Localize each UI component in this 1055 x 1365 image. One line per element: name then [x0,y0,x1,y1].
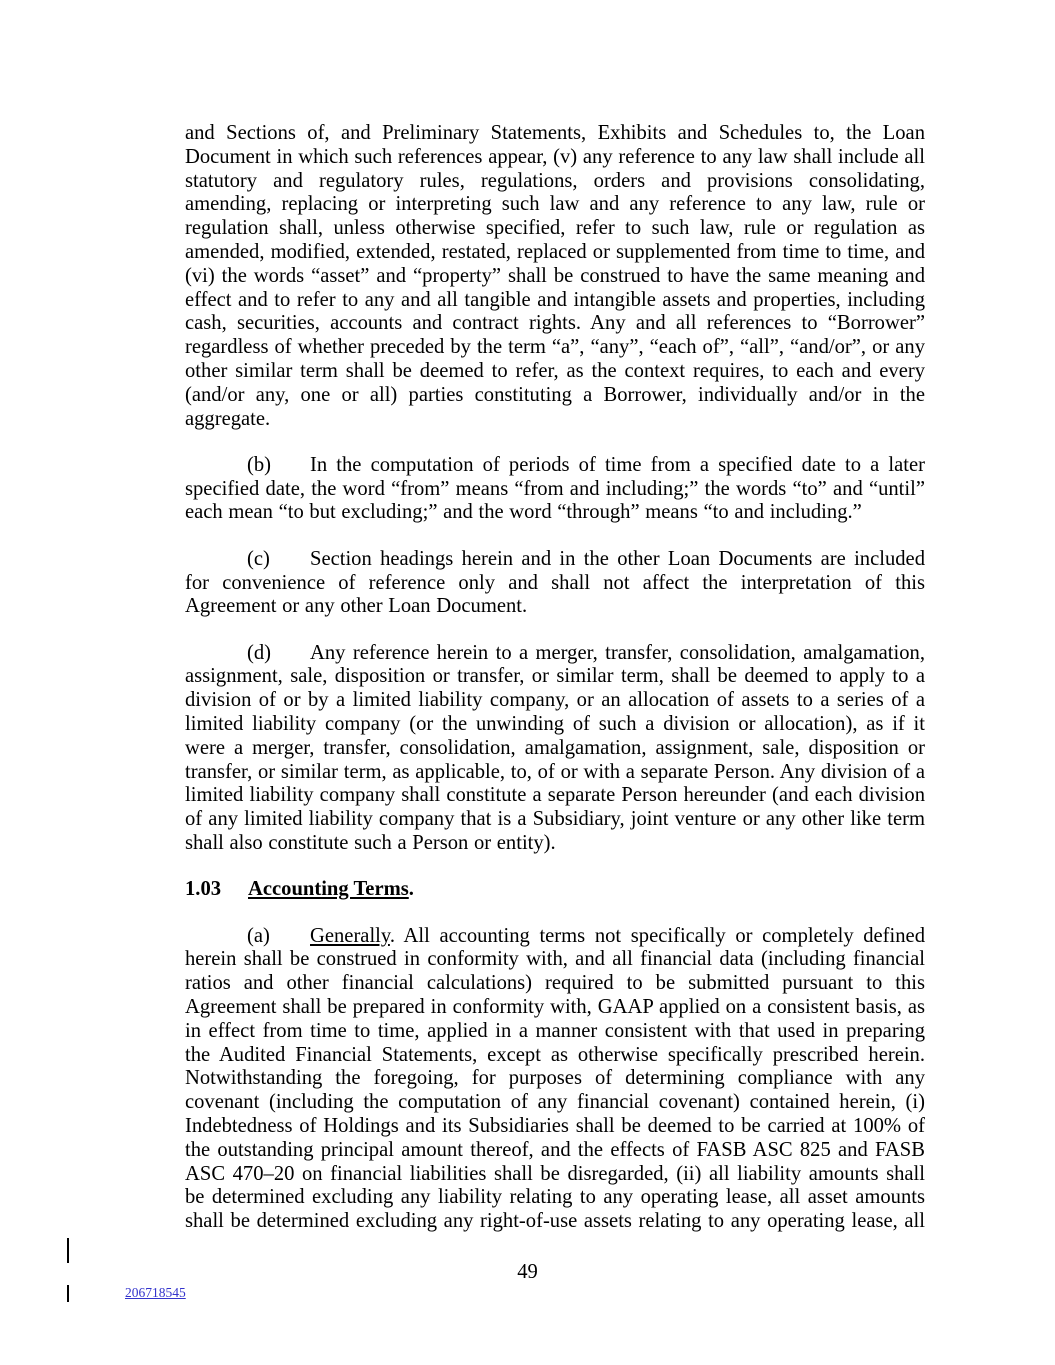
paragraph-c [185,548,925,619]
section-title: Accounting Terms [248,878,409,901]
paragraph-continuation-text: and Sections of, and Preliminary Statements, Exhibits and Schedules to, the Loan Document in which such references appear, (v) any reference to any law shall include all statutory and regulatory rules, regulations, orders and provisions consolidating, amending, replacing or interpreting such law and any reference to any law, rule or regulation shall, unless otherwise specified, refer to such law, rule or regulation as amended, modified, extended, restated, replaced or supplemented from time to time, and (vi) the words “asset” and “property” shall be construed to have the same meaning and effect and to refer to any and all tangible and intangible assets and properties, including cash, securities, accounts and contract rights. Any and all references to “Borrower” regardless of whether preceded by the term “a”, “any”, “each of”, “all”, “and/or”, or any other similar term shall be deemed to refer, as the context requires, to each and every (and/or any, one or all) parties constituting a Borrower, individually and/or in the aggregate. [185,122,925,430]
revision-change-bar [67,1285,69,1302]
paragraph-d-text: Any reference herein to a merger, transfer, consolidation, amalgamation, assignment, sale, disposition or transfer, or similar term, shall be deemed to apply to a division of or by a limited liability company, or an allocation of assets to a series of a limited liability company (or the unwinding of such a division or allocation), as if it were a merger, transfer, consolidation, amalgamation, assignment, sale, disposition or transfer, or similar term, as applicable, to, of or with a separate Person. Any division of a limited liability company shall constitute a separate Person hereunder (and each division of any limited liability company that is a Subsidiary, joint venture or any other like term shall also constitute such a Person or entity). [185,641,925,855]
paragraph-d [185,642,925,856]
paragraph-a [185,925,925,1234]
paragraph-b-text: In the computation of periods of time from a specified date to a later specified date, the word “from” means “from and including;” the words “to” and “until” each mean “to but excluding;” and the word “through” means “to and including.” [185,453,925,524]
paragraph-c-label: (c) [247,547,270,570]
paragraph-b [185,454,925,525]
section-heading-1-03 [185,878,925,902]
paragraph-c-text: Section headings herein and in the other Loan Documents are included for convenience of reference only and shall not affect the interpretation of this Agreement or any other Loan Document. [185,547,925,618]
paragraph-d-label: (d) [247,641,272,664]
page-number: 49 [517,1261,538,1283]
paragraph-b-label: (b) [247,453,272,476]
paragraph-a-label: (a) [247,924,270,947]
document-id-link[interactable]: 206718545 [125,1285,186,1300]
paragraph-a-lead: Generally [310,924,390,947]
paragraph-a-text: . All accounting terms not specifically or completely defined herein shall be construed in conformity with, and all financial data (including financial ratios and other financial calculations) required to be submitted pursuant to this Agreement shall be prepared in conformity with, GAAP applied on a consistent basis, as in effect from time to time, applied in a manner consistent with that used in preparing the Audited Financial Statements, except as otherwise specifically prescribed herein. Notwithstanding the foregoing, for purposes of determining compliance with any covenant (including the computation of any financial covenant) contained herein, (i) Indebtedness of Holdings and its Subsidiaries shall be deemed to be carried at 100% of the outstanding principal amount thereof, and the effects of FASB ASC 825 and FASB ASC 470–20 on financial liabilities shall be disregarded, (ii) all liability amounts shall be determined excluding any liability relating to any operating lease, all asset amounts shall be determined excluding any right-of-use assets relating to any operating lease, all [185,924,925,1233]
text-block [185,122,925,1256]
revision-change-bar [67,1238,69,1263]
section-title-suffix: . [408,878,414,901]
paragraph-continuation [185,122,925,431]
section-number: 1.03 [185,878,222,901]
